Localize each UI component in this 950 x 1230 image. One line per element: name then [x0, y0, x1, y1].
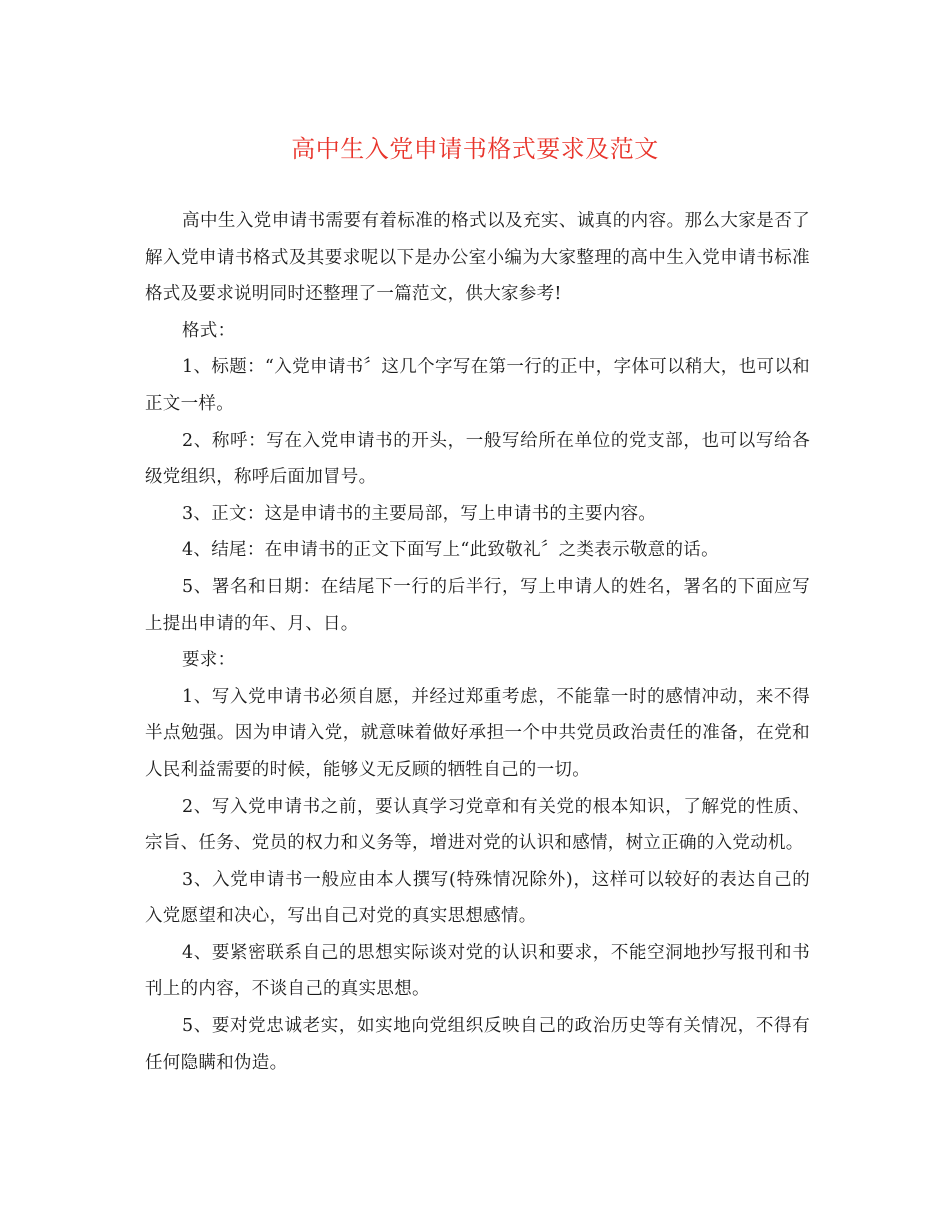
paragraph-format-1: 1、标题：“入党申请书〞这几个字写在第一行的正中，字体可以稍大，也可以和正文一样。: [145, 357, 810, 414]
document-body: [145, 203, 810, 1081]
paragraph-requirements-heading: 要求：: [182, 650, 236, 671]
paragraph-requirement-2: 2、写入党申请书之前，要认真学习党章和有关党的根本知识，了解党的性质、宗旨、任务、党员的权力和义务等，增进对党的认识和感情，树立正确的入党动机。: [145, 796, 810, 854]
paragraph-format-2: 2、称呼：写在入党申请书的开头，一般写给所在单位的党支部，也可以写给各级党组织，称呼后面加冒号。: [145, 430, 810, 488]
paragraph-requirement-4: 4、要紧密联系自己的思想实际谈对党的认识和要求，不能空洞地抄写报刊和书刊上的内容，不谈自己的真实思想。: [145, 942, 810, 1000]
paragraph-format-3: 3、正文：这是申请书的主要局部，写上申请书的主要内容。: [182, 503, 657, 524]
paragraph-requirement-1: 1、写入党申请书必须自愿，并经过郑重考虑，不能靠一时的感情冲动，来不得半点勉强。因为申请入党，就意味着做好承担一个中共党员政治责任的准备，在党和人民利益需要的时候，能够义无反顾的牺牲自己的一切。: [145, 686, 810, 780]
paragraph-format-5: 5、署名和日期：在结尾下一行的后半行，写上申请人的姓名，署名的下面应写上提出申请的年、月、日。: [145, 576, 810, 634]
paragraph-requirement-3: 3、入党申请书一般应由本人撰写(特殊情况除外)，这样可以较好的表达自己的入党愿望和决心，写出自己对党的真实思想感情。: [145, 869, 810, 927]
paragraph-format-heading: 格式：: [182, 320, 236, 341]
paragraph-format-4: 4、结尾：在申请书的正文下面写上“此致敬礼〞之类表示敬意的话。: [182, 540, 719, 561]
paragraph-intro: 高中生入党申请书需要有着标准的格式以及充实、诚真的内容。那么大家是否了解入党申请书格式及其要求呢以下是办公室小编为大家整理的高中生入党申请书标准格式及要求说明同时还整理了一篇范文，供大家参考!: [145, 211, 810, 305]
paragraph-requirement-5: 5、要对党忠诚老实，如实地向党组织反映自己的政治历史等有关情况，不得有任何隐瞒和伪造。: [145, 1016, 810, 1073]
document-title: 高中生入党申请书格式要求及范文: [291, 135, 659, 163]
